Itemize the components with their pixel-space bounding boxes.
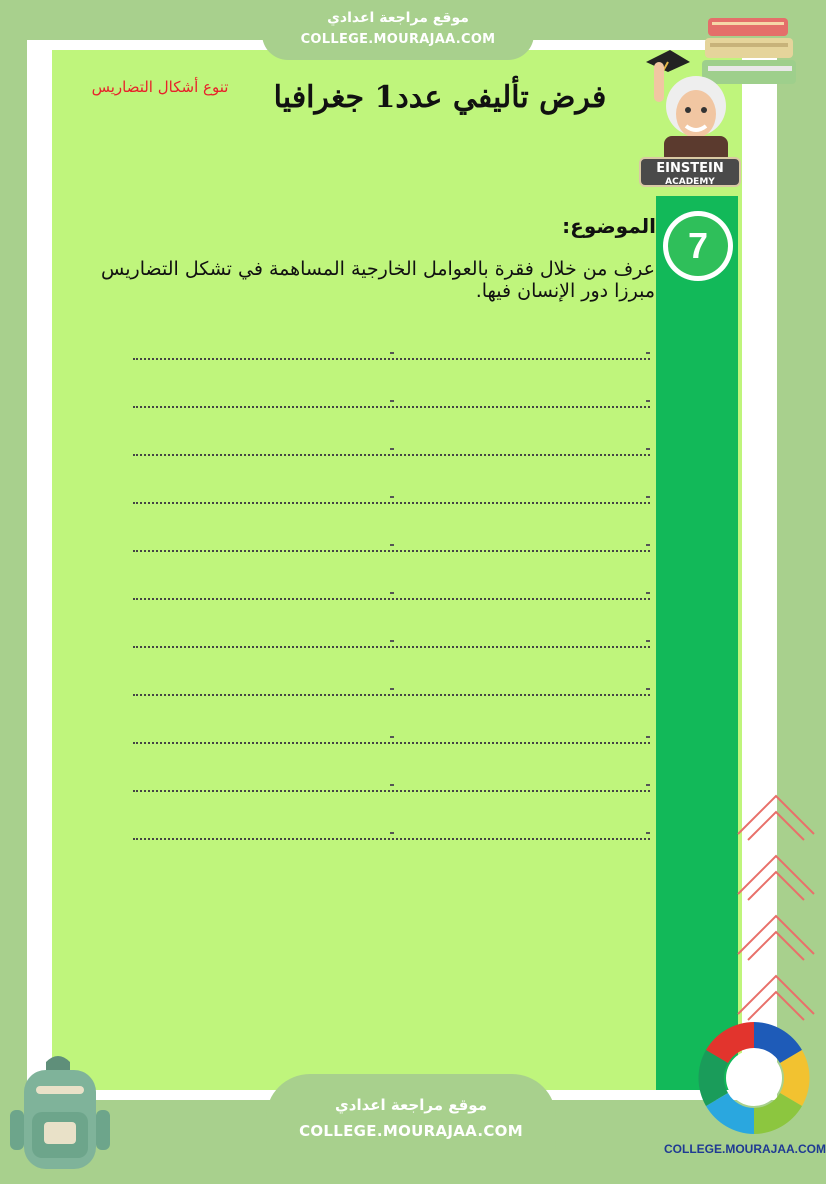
answer-line[interactable] (133, 694, 650, 696)
logo-line2: ACADEMY (665, 177, 715, 187)
answer-line[interactable] (133, 406, 650, 408)
header-site-name: موقع مراجعة اعدادي (327, 10, 469, 26)
line-tick (390, 352, 394, 354)
globe-site-url: COLLEGE.MOURAJAA.COM (664, 1142, 826, 1156)
side-bar (656, 196, 738, 1090)
header-badge (262, 0, 534, 60)
einstein-academy-logo (628, 40, 748, 200)
answer-line[interactable] (133, 598, 650, 600)
answer-line[interactable] (133, 454, 650, 456)
logo-line1: EINSTEIN (656, 161, 724, 176)
line-tick (390, 736, 394, 738)
chevron-up-icon (732, 790, 822, 1050)
backpack-icon (6, 1052, 116, 1169)
line-tick (390, 832, 394, 834)
answer-line[interactable] (133, 838, 650, 840)
question-text: عرف من خلال فقرة بالعوامل الخارجية المساهمة في تشكل التضاريس مبرزا دور الإنسان فيها. (101, 258, 655, 302)
line-tick (646, 352, 650, 354)
line-tick (646, 640, 650, 642)
header-site-url: COLLEGE.MOURAJAA.COM (300, 32, 496, 47)
line-tick (646, 688, 650, 690)
line-tick (390, 544, 394, 546)
answer-line[interactable] (133, 646, 650, 648)
line-tick (646, 736, 650, 738)
answer-line[interactable] (133, 742, 650, 744)
line-tick (390, 400, 394, 402)
answer-line[interactable] (133, 358, 650, 360)
line-tick (646, 784, 650, 786)
footer-site-url: COLLEGE.MOURAJAA.COM (299, 1122, 523, 1140)
answer-line[interactable] (133, 790, 650, 792)
answer-line[interactable] (133, 550, 650, 552)
line-tick (646, 832, 650, 834)
topic-label: الموضوع: (562, 214, 656, 238)
line-tick (390, 688, 394, 690)
content-panel (52, 50, 742, 1090)
page-title: فرض تأليفي عدد1 جغرافيا (273, 80, 607, 115)
line-tick (646, 448, 650, 450)
subject-label: تنوع أشكال التضاريس (91, 78, 229, 96)
line-tick (390, 496, 394, 498)
line-tick (390, 640, 394, 642)
footer-badge (266, 1074, 556, 1184)
line-tick (646, 400, 650, 402)
answer-line[interactable] (133, 502, 650, 504)
line-tick (390, 784, 394, 786)
line-tick (646, 544, 650, 546)
line-tick (646, 496, 650, 498)
line-tick (646, 592, 650, 594)
subjects-wheel-icon (690, 1018, 818, 1138)
footer-site-name: موقع مراجعة اعدادي (335, 1096, 487, 1114)
line-tick (390, 592, 394, 594)
question-number: 7 (668, 216, 728, 276)
line-tick (390, 448, 394, 450)
